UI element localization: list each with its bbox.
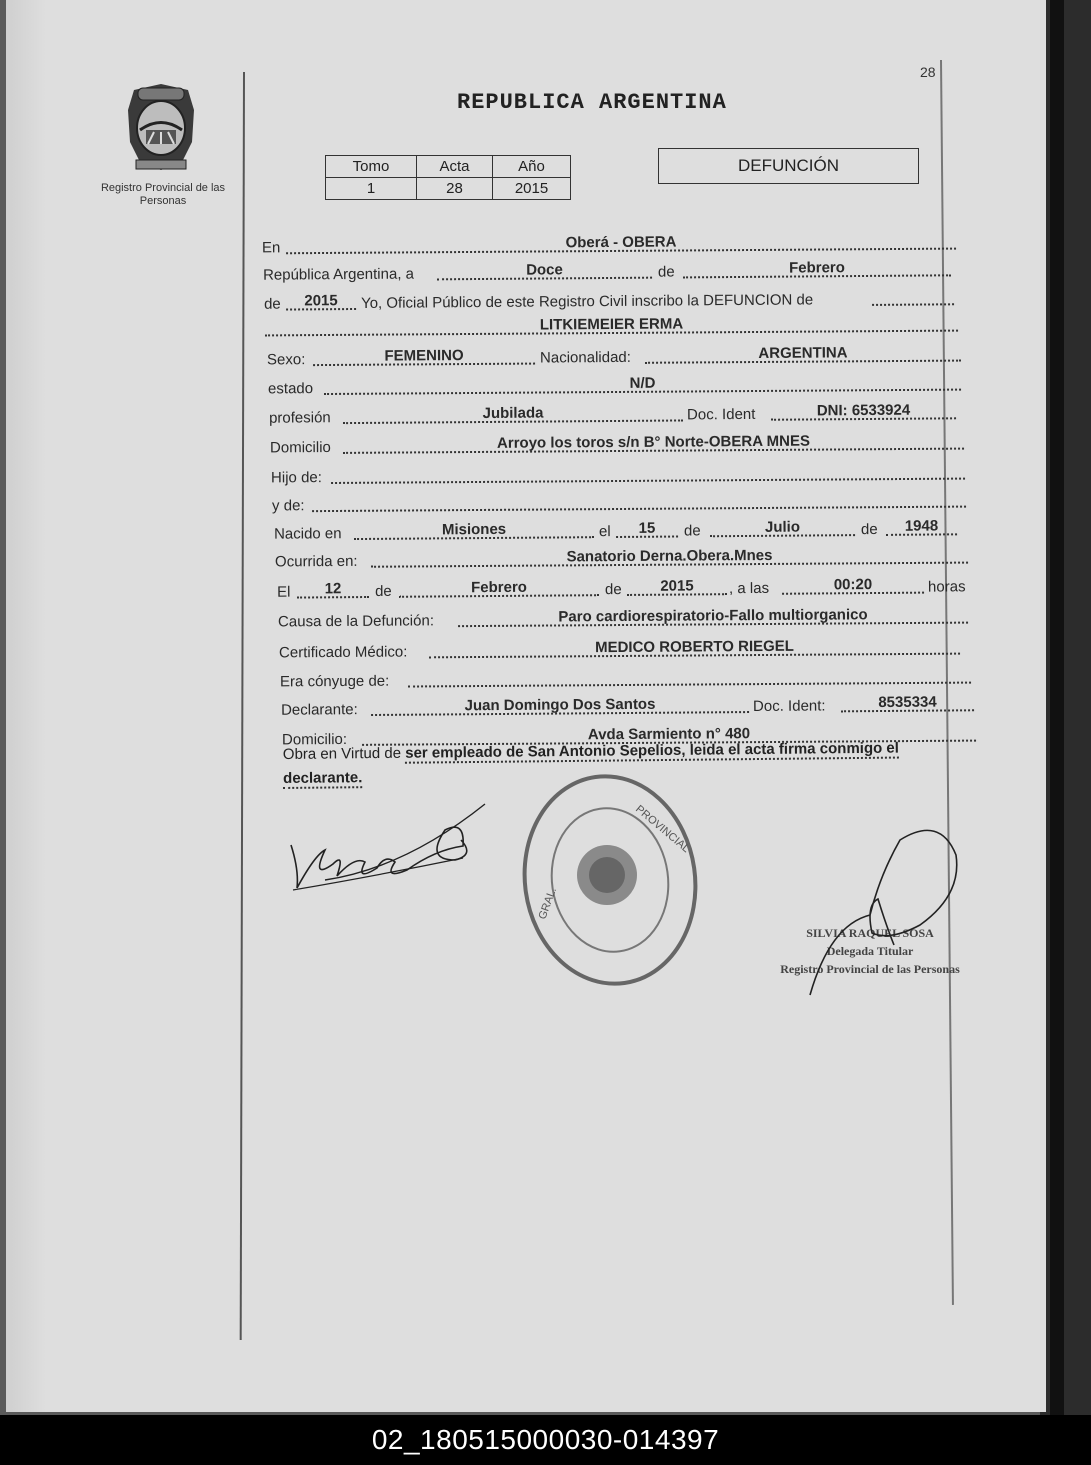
label-domicilio2: Domicilio: — [281, 730, 348, 749]
label-conyuge: Era cónyuge de: — [279, 672, 390, 691]
registry-seal-icon — [515, 770, 705, 990]
label-declarante: Declarante: — [280, 701, 358, 719]
row-hijo — [271, 460, 965, 487]
value-en: Oberá - OBERA — [565, 233, 677, 252]
page-number: 28 — [920, 64, 936, 80]
value-obra-1: ser empleado de San Antonio Sepelios, leida el acta firma conmigo el — [405, 739, 899, 762]
value-doc2: 8535334 — [878, 693, 937, 712]
row-certificado — [279, 635, 960, 662]
value-sexo: FEMENINO — [384, 347, 464, 365]
value-ocurrida: Sanatorio Derna.Obera.Mnes — [566, 546, 773, 566]
label-republica: República Argentina, a — [262, 265, 415, 284]
label-domicilio: Domicilio — [269, 438, 331, 457]
label-de5: de — [604, 581, 622, 599]
anio-value: 2015 — [493, 178, 571, 200]
row-profesion — [269, 399, 956, 426]
value-obra-2: declarante. — [283, 769, 363, 787]
table-header-anio: Año — [493, 156, 571, 178]
label-el: el — [598, 523, 611, 541]
value-estado: N/D — [629, 374, 656, 392]
record-type-box: DEFUNCIÓN — [658, 148, 919, 184]
label-oficial: Yo, Oficial Público de este Registro Civil inscribo la DEFUNCION de — [360, 291, 814, 312]
row-yde — [272, 488, 966, 515]
label-causa: Causa de la Defunción: — [277, 612, 435, 631]
label-de3: de — [860, 520, 878, 539]
value-conyuge — [408, 683, 971, 687]
value-doc: DNI: 6533924 — [816, 401, 911, 420]
row-declarante — [281, 691, 974, 718]
value-domicilio2: Avda Sarmiento n° 480 — [587, 725, 751, 744]
row-nacido — [274, 515, 957, 542]
value-hora: 00:20 — [833, 576, 873, 594]
value-nombre: LITKIEMEIER ERMA — [539, 315, 684, 334]
row-oficial — [264, 285, 954, 312]
value-declarante: Juan Domingo Dos Santos — [464, 695, 656, 715]
label-hijo: Hijo de: — [270, 469, 322, 487]
value-mes: Febrero — [788, 259, 845, 277]
value-year: 2015 — [304, 292, 338, 310]
label-ocurrida: Ocurrida en: — [274, 552, 358, 571]
official-name: SILVIA RAQUEL SOSA — [806, 926, 934, 940]
label-doc: Doc. Ident — [686, 405, 756, 424]
value-nacido: Misiones — [441, 520, 507, 539]
label-de2: de — [683, 522, 701, 540]
table-header-tomo: Tomo — [326, 156, 417, 178]
value-nac-mes: Julio — [764, 518, 801, 536]
svg-text:PROVINCIAL: PROVINCIAL — [633, 803, 692, 856]
row-conyuge — [280, 664, 971, 691]
row-nombre — [265, 312, 958, 339]
label-el2: El — [276, 583, 291, 601]
value-nac-dia: 15 — [638, 519, 656, 537]
value-def-anio: 2015 — [660, 577, 694, 595]
label-alas: , a las — [728, 579, 770, 598]
row-estado — [268, 371, 961, 398]
tomo-value: 1 — [326, 178, 417, 200]
value-hijo — [331, 479, 965, 483]
svg-text:GRAL.: GRAL. — [536, 885, 560, 922]
value-def-mes: Febrero — [470, 578, 527, 597]
agency-label: Registro Provincial de las Personas — [100, 182, 226, 207]
row-fecha — [263, 256, 951, 283]
official-signature — [790, 815, 970, 1005]
value-nacionalidad: ARGENTINA — [758, 344, 848, 362]
label-sexo: Sexo: — [266, 351, 306, 369]
label-nacionalidad: Nacionalidad: — [539, 348, 631, 367]
label-year-prefix: de — [263, 295, 281, 313]
scan-id-bar: 02_180515000030-014397 — [0, 1415, 1091, 1465]
label-certificado: Certificado Médico: — [278, 643, 408, 662]
value-certificado: MEDICO ROBERTO RIEGEL — [594, 637, 795, 657]
row-causa — [278, 604, 968, 631]
label-obra: Obra en Virtud de — [282, 744, 402, 764]
value-domicilio: Arroyo los toros s/n B° Norte-OBERA MNES — [496, 432, 811, 452]
label-estado: estado — [267, 380, 314, 398]
value-def-dia: 12 — [324, 580, 342, 598]
declarant-signature — [285, 800, 495, 895]
row-sexo — [267, 342, 961, 369]
acta-value: 28 — [417, 178, 493, 200]
row-ocurrida — [275, 544, 968, 571]
row-domicilio — [270, 430, 964, 457]
label-de: de — [657, 263, 675, 281]
value-yde — [312, 507, 966, 512]
value-nac-anio: 1948 — [904, 517, 939, 535]
label-en: En — [261, 239, 281, 257]
document-title: REPUBLICA ARGENTINA — [457, 90, 727, 115]
label-nacido: Nacido en — [273, 525, 342, 543]
label-doc2: Doc. Ident: — [752, 697, 826, 716]
value-profesion: Jubilada — [482, 404, 544, 423]
value-dia: Doce — [526, 261, 563, 279]
label-profesion: profesión — [268, 409, 331, 427]
table-header-acta: Acta — [417, 156, 493, 178]
label-horas: horas — [927, 578, 966, 596]
label-yde: y de: — [271, 497, 305, 515]
official-office: Registro Provincial de las Personas — [780, 962, 960, 976]
row-en — [262, 230, 956, 257]
value-causa: Paro cardiorespiratorio-Fallo multiorganico — [558, 606, 868, 626]
official-role: Delegada Titular — [826, 944, 914, 958]
label-de4: de — [374, 582, 392, 600]
row-defuncion-fecha — [277, 573, 969, 600]
